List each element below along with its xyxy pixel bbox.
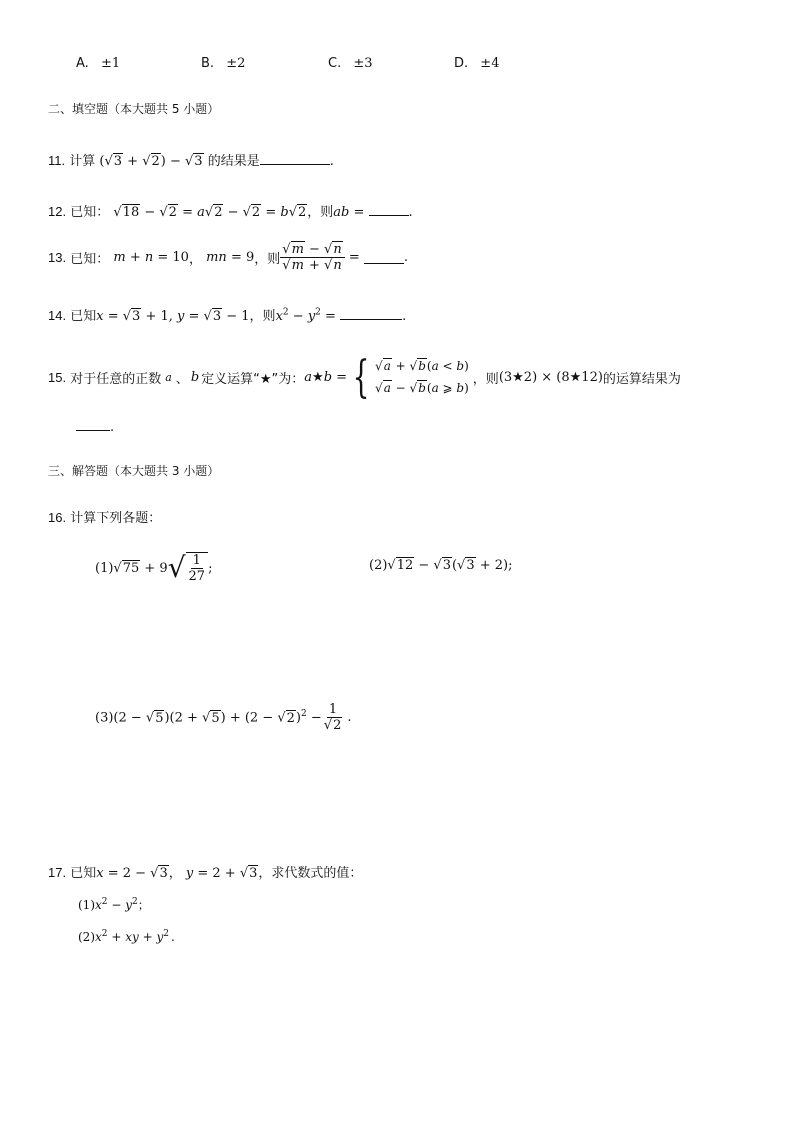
- math-expression: (√3 + √2) − √3: [99, 154, 203, 169]
- subquestion-16-1: [95, 552, 212, 584]
- answer-blank[interactable]: [364, 251, 404, 264]
- question-text: 的结果是: [207, 154, 260, 169]
- question-13: [48, 242, 408, 273]
- question-text: ，则: [472, 371, 499, 387]
- choice-value: ±1: [100, 56, 121, 71]
- question-11: [48, 150, 334, 169]
- question-number: 11.: [48, 153, 66, 168]
- piecewise-case-2: √a − √b(a ⩾ b): [375, 381, 469, 395]
- choice-value: ±4: [480, 56, 500, 71]
- math-expression: ;: [208, 560, 213, 576]
- question-number: 13.: [48, 250, 67, 265]
- section-heading-solutions: 三、解答题（本大题共 3 小题）: [48, 464, 220, 478]
- math-expression: .: [347, 710, 352, 725]
- piecewise-case-1: √a + √b(a < b): [375, 359, 469, 373]
- math-expression: x = 2 − √3: [96, 866, 168, 881]
- section-heading-fill-in: 二、填空题（本大题共 5 小题）: [48, 102, 220, 116]
- question-number: 16.: [48, 510, 67, 525]
- math-expression: √18 − √2 = a√2 − √2 = b√2: [113, 205, 307, 220]
- question-text: ；: [137, 898, 150, 912]
- question-text: 对于任意的正数: [70, 371, 162, 387]
- answer-blank[interactable]: [76, 418, 110, 431]
- question-text: ，则: [254, 252, 281, 267]
- question-number: 14.: [48, 308, 67, 323]
- math-expression: (1)√75 + 9: [95, 560, 168, 576]
- radical-symbol: √: [167, 551, 186, 584]
- choice-letter: C.: [328, 56, 342, 71]
- question-14: [48, 305, 406, 324]
- question-text: 定义运算“★”为：: [201, 371, 305, 387]
- question-17: [48, 862, 362, 881]
- brace-symbol: {: [352, 351, 370, 403]
- choice-b: [201, 56, 245, 71]
- question-text: 、: [175, 371, 189, 387]
- question-text: 计算下列各题：: [70, 511, 162, 526]
- math-fraction: $\frac{√m - √n}{√m + √n}$: [280, 242, 344, 273]
- choice-a: [76, 56, 120, 71]
- math-fraction: $\frac{1}{27}$: [186, 552, 209, 584]
- math-expression: y = 2 + √3: [185, 866, 258, 881]
- math-expression: a★b =: [304, 369, 348, 385]
- question-text: ，则: [249, 309, 276, 324]
- question-number: 17.: [48, 865, 67, 880]
- choice-c: [328, 56, 373, 71]
- question-text: ，求代数式的值：: [258, 866, 363, 881]
- math-expression: ab =: [333, 205, 369, 220]
- question-15: [48, 352, 681, 402]
- subquestion-16-2: (2)√12 − √3(√3 + 2);: [369, 558, 513, 573]
- choice-value: ±2: [226, 56, 246, 71]
- math-expression: $x^2 - y^2$ =: [275, 307, 341, 324]
- subquestion-17-2: $(2)x^2$ + xy + $y^2$ .: [78, 929, 175, 944]
- answer-blank[interactable]: [369, 203, 409, 216]
- choice-d: [454, 56, 499, 71]
- choice-letter: B.: [201, 56, 215, 71]
- question-text: ，则: [307, 205, 334, 220]
- question-text: 已知：: [70, 205, 110, 220]
- question-12: [48, 201, 413, 220]
- question-number: 15.: [48, 369, 67, 385]
- question-text: ，: [188, 252, 202, 267]
- subquestion-17-1: $(1)x^2 - y^2$；: [78, 897, 150, 912]
- question-text: ，: [168, 866, 182, 881]
- question-16: [48, 507, 161, 526]
- question-text: 计算: [69, 154, 96, 169]
- choice-letter: D.: [454, 56, 469, 71]
- question-end: .: [408, 205, 413, 220]
- question-end: .: [110, 420, 115, 435]
- math-expression: m + n = 10: [113, 250, 189, 265]
- question-end: .: [329, 154, 334, 169]
- question-number: 12.: [48, 204, 67, 219]
- math-expression: (3★2) × (8★12): [498, 369, 603, 385]
- question-end: .: [402, 309, 407, 324]
- math-fraction: $\frac{1}{√2}$: [323, 702, 342, 733]
- answer-blank[interactable]: [340, 307, 402, 320]
- choice-value: ±3: [353, 56, 373, 71]
- answer-blank[interactable]: [260, 152, 330, 165]
- subquestion-16-3: [95, 702, 351, 733]
- math-expression: x = √3 + 1, y = √3 − 1: [96, 309, 250, 324]
- question-text: 的运算结果为: [602, 371, 681, 387]
- question-text: 已知: [70, 309, 97, 324]
- math-variable: b: [190, 369, 200, 385]
- question-end: .: [170, 930, 175, 944]
- question-end: .: [403, 250, 409, 265]
- question-15-answer-line: [76, 418, 114, 435]
- math-expression: mn = 9: [206, 250, 255, 265]
- math-variable: a: [165, 370, 172, 384]
- math-expression: $(3)(2 - √5)(2 + √5) + (2 - √2)^2$ −: [95, 709, 322, 726]
- math-expression: =: [344, 250, 364, 265]
- piecewise-definition: [375, 355, 469, 399]
- question-text: 已知：: [70, 252, 110, 267]
- question-text: 已知: [70, 866, 97, 881]
- choice-letter: A.: [76, 56, 89, 71]
